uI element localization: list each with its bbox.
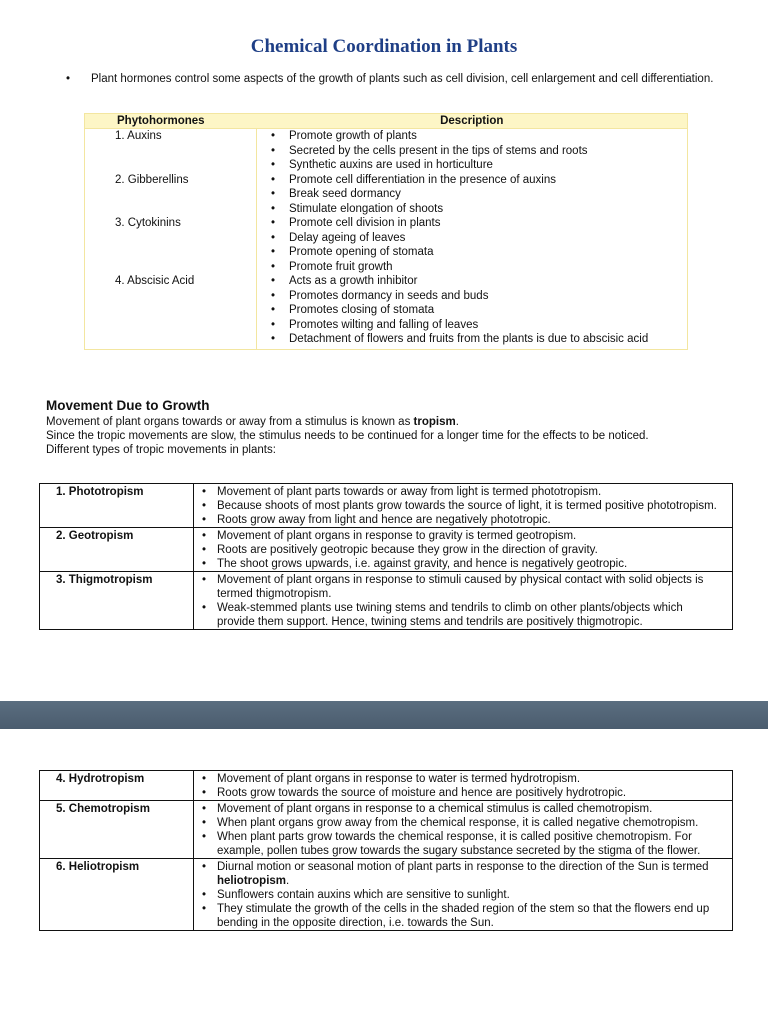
tropism-name: 5. Chemotropism bbox=[40, 801, 194, 859]
hormone-name: 3. Cytokinins bbox=[115, 217, 181, 229]
list-item: • Promotes dormancy in seeds and buds bbox=[269, 289, 671, 304]
tropism-name: 6. Heliotropism bbox=[40, 859, 194, 931]
intro-bullet bbox=[66, 72, 728, 86]
page-divider bbox=[0, 701, 768, 729]
list-item: • The shoot grows upwards, i.e. against gravity, and hence is negatively geotropic. bbox=[196, 557, 718, 571]
page-title: Chemical Coordination in Plants bbox=[250, 36, 518, 57]
bold-term: tropism bbox=[413, 416, 456, 428]
tropism-name: 3. Thigmotropism bbox=[40, 572, 194, 630]
list-item: • Secreted by the cells present in the tips of stems and roots bbox=[269, 144, 671, 159]
list-item: • Synthetic auxins are used in horticulture bbox=[269, 158, 671, 173]
tropism-description bbox=[194, 771, 733, 801]
table-row bbox=[40, 859, 733, 931]
text-span: Diurnal motion or seasonal motion of plant parts in response to the direction of the Sun is termed bbox=[217, 861, 709, 873]
list-item: • Promotes wilting and falling of leaves bbox=[269, 318, 671, 333]
list-item: • They stimulate the growth of the cells in the shaded region of the stem so that the flowers end up bending in the opposite direction, i.e. towards the Sun. bbox=[196, 902, 718, 930]
hormone-name: 2. Gibberellins bbox=[115, 173, 189, 186]
intro-text: Plant hormones control some aspects of the growth of plants such as cell division, cell enlargement and cell differentiation. bbox=[91, 73, 714, 85]
list-item: • Promotes closing of stomata bbox=[269, 303, 671, 318]
table-row bbox=[85, 274, 688, 349]
table-row bbox=[40, 771, 733, 801]
tropism-description bbox=[194, 572, 733, 630]
tropism-name: 4. Hydrotropism bbox=[40, 771, 194, 801]
text-span: . bbox=[286, 875, 290, 887]
hormone-name: 4. Abscisic Acid bbox=[115, 275, 195, 287]
tropism-table bbox=[39, 483, 733, 630]
table-header-row bbox=[85, 114, 688, 129]
list-item: • Promote cell differentiation in the presence of auxins bbox=[269, 173, 671, 188]
list-item: • Movement of plant organs in response to stimuli caused by physical contact with solid objects is termed thigmotropism. bbox=[196, 573, 718, 601]
phytohormone-table bbox=[84, 113, 688, 350]
hormone-description bbox=[257, 129, 688, 173]
list-item: • Acts as a growth inhibitor bbox=[269, 274, 671, 289]
list-item: • Movement of plant organs in response to gravity is termed geotropism. bbox=[196, 529, 718, 543]
list-item: • Movement of plant organs in response to a chemical stimulus is called chemotropism. bbox=[196, 802, 718, 816]
section-paragraph bbox=[46, 415, 730, 457]
list-item: • Promote cell division in plants bbox=[269, 216, 671, 231]
list-item: • Detachment of flowers and fruits from the plants is due to abscisic acid bbox=[269, 332, 671, 347]
hormone-description bbox=[257, 216, 688, 274]
list-item: • When plant parts grow towards the chemical response, it is called positive chemotropism. For example, pollen tubes grow towards the sugary substance secreted by the stigma of the flower. bbox=[196, 830, 718, 858]
paragraph-line: Since the tropic movements are slow, the stimulus needs to be continued for a longer time for the effects to be noticed. bbox=[46, 430, 649, 442]
list-item: • Delay ageing of leaves bbox=[269, 231, 671, 246]
hormone-description bbox=[257, 274, 688, 349]
table-row bbox=[85, 216, 688, 274]
tropism-description bbox=[194, 801, 733, 859]
bold-term: heliotropism bbox=[217, 875, 287, 887]
tropism-name: 2. Geotropism bbox=[40, 528, 194, 572]
list-item: • Roots grow away from light and hence are negatively phototropic. bbox=[196, 513, 718, 527]
list-item: • Roots are positively geotropic because they grow in the direction of gravity. bbox=[196, 543, 718, 557]
table-row bbox=[40, 528, 733, 572]
bullet-icon: • bbox=[66, 73, 71, 85]
table-row bbox=[40, 801, 733, 859]
header-phytohormones: Phytohormones bbox=[85, 114, 257, 129]
tropism-description bbox=[194, 528, 733, 572]
list-item: • Sunflowers contain auxins which are sensitive to sunlight. bbox=[196, 888, 718, 902]
text-span: . bbox=[455, 416, 459, 428]
table-row bbox=[40, 572, 733, 630]
list-item: • Break seed dormancy bbox=[269, 187, 671, 202]
tropism-description bbox=[194, 859, 733, 931]
paragraph-line: Different types of tropic movements in plants: bbox=[46, 444, 276, 456]
tropism-table-continued bbox=[39, 770, 733, 931]
paragraph-line bbox=[46, 415, 730, 429]
list-item: • Roots grow towards the source of moisture and hence are positively hydrotropic. bbox=[196, 786, 718, 800]
section-heading: Movement Due to Growth bbox=[46, 398, 210, 413]
list-item: • Promote fruit growth bbox=[269, 260, 671, 275]
tropism-name: 1. Phototropism bbox=[40, 484, 194, 528]
table-row bbox=[40, 484, 733, 528]
list-item bbox=[196, 860, 718, 888]
tropism-description bbox=[194, 484, 733, 528]
list-item: • Stimulate elongation of shoots bbox=[269, 202, 671, 217]
list-item: • Movement of plant parts towards or away from light is termed phototropism. bbox=[196, 485, 718, 499]
table-row bbox=[85, 129, 688, 173]
list-item: • Promote growth of plants bbox=[269, 129, 671, 144]
list-item: • Because shoots of most plants grow towards the source of light, it is termed positive phototropism. bbox=[196, 499, 718, 513]
hormone-name: 1. Auxins bbox=[115, 130, 162, 142]
header-description: Description bbox=[257, 114, 688, 129]
text-span: Movement of plant organs towards or away from a stimulus is known as bbox=[46, 416, 414, 428]
list-item: • When plant organs grow away from the chemical response, it is called negative chemotropism. bbox=[196, 816, 718, 830]
list-item: • Movement of plant organs in response to water is termed hydrotropism. bbox=[196, 772, 718, 786]
list-item: • Weak-stemmed plants use twining stems and tendrils to climb on other plants/objects which provide them support. Hence, twining stems and tendrils are positively thigmotropic. bbox=[196, 601, 718, 629]
table-row bbox=[85, 173, 688, 217]
hormone-description bbox=[257, 173, 688, 217]
list-item: • Promote opening of stomata bbox=[269, 245, 671, 260]
